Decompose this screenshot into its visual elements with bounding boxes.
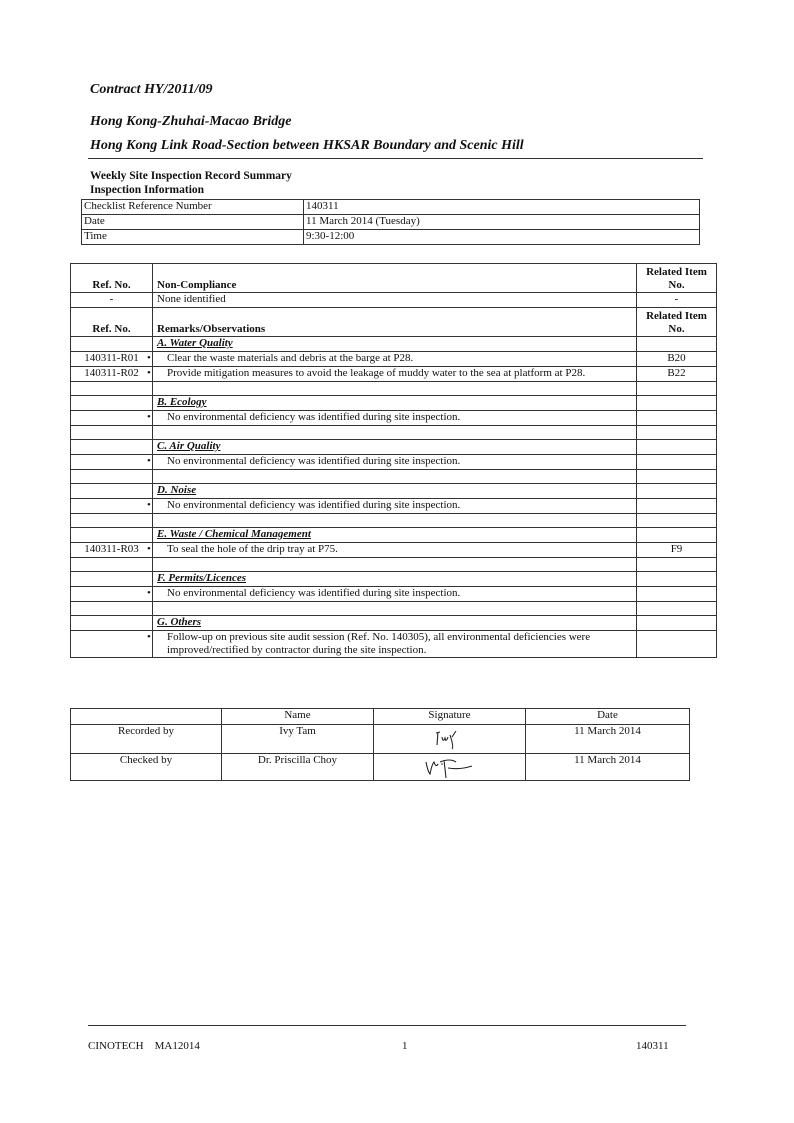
section-heading: E. Waste / Chemical Management [157,528,311,540]
section-row [71,396,717,411]
blank-row [71,514,717,528]
signature-image [374,754,526,781]
section-row [71,572,717,587]
project-title: Hong Kong-Zhuhai-Macao Bridge [90,114,292,129]
header-related-item: Related Item No. [637,308,717,337]
info-value: 11 March 2014 (Tuesday) [304,215,700,230]
table-row [71,587,717,602]
remark-text: • No environmental deficiency was identified during site inspection. [157,411,632,424]
table-row [71,367,717,382]
section-row [71,528,717,543]
remark-ref: 140311-R01 [71,352,153,367]
blank-row [71,382,717,396]
info-title: Inspection Information [90,184,205,196]
table-row [82,215,700,230]
nc-text: None identified [153,293,637,308]
remark-ref: 140311-R02 [71,367,153,382]
signoff-role: Recorded by [71,725,222,754]
remark-text: • Follow-up on previous site audit session (Ref. No. 140305), all environmental deficiencies were improved/rectified by contractor during the site inspection. [157,631,632,657]
section-heading: B. Ecology [157,396,207,408]
handwritten-signature-icon [430,725,470,751]
table-header-row [71,308,717,337]
header-signature: Signature [374,709,526,725]
section-row [71,337,717,352]
nc-related: - [637,293,717,308]
section-row [71,484,717,499]
table-row [82,230,700,245]
signoff-role: Checked by [71,754,222,781]
table-row [71,631,717,658]
table-header-row [71,264,717,293]
blank-row [71,426,717,440]
table-row [71,411,717,426]
header-name: Name [222,709,374,725]
table-row [82,200,700,215]
signoff-date: 11 March 2014 [526,725,690,754]
header-date: Date [526,709,690,725]
remark-text: • No environmental deficiency was identified during site inspection. [157,499,632,512]
table-header-row [71,709,690,725]
summary-title: Weekly Site Inspection Record Summary [90,170,292,182]
section-heading: D. Noise [157,484,197,496]
remark-related: B22 [637,367,717,382]
header-ref-no: Ref. No. [71,308,153,337]
signoff-date: 11 March 2014 [526,754,690,781]
section-heading: C. Air Quality [157,440,221,452]
info-value: 140311 [304,200,700,215]
handwritten-signature-icon [420,754,480,780]
table-row [71,725,690,754]
blank-row [71,470,717,484]
remark-text: • To seal the hole of the drip tray at P75. [157,543,632,556]
header-remarks: Remarks/Observations [153,308,637,337]
blank-row [71,558,717,572]
header-rule [88,158,703,159]
table-row [71,754,690,781]
section-heading: F. Permits/Licences [157,572,247,584]
remark-text: • Clear the waste materials and debris at the barge at P28. [157,352,632,365]
info-label: Checklist Reference Number [82,200,304,215]
signoff-name: Dr. Priscilla Choy [222,754,374,781]
signature-image [374,725,526,754]
remark-text: • No environmental deficiency was identified during site inspection. [157,455,632,468]
table-row [71,543,717,558]
contract-number: Contract HY/2011/09 [90,82,213,97]
footer-rule [88,1025,686,1026]
signoff-table [70,708,690,781]
footer-reference: 140311 [636,1040,669,1052]
table-row [71,499,717,514]
section-heading: G. Others [157,616,202,628]
section-row [71,616,717,631]
table-row [71,455,717,470]
signoff-name: Ivy Tam [222,725,374,754]
remark-ref: 140311-R03 [71,543,153,558]
info-label: Time [82,230,304,245]
header-related-item: Related Item No. [637,264,717,293]
remark-text: • Provide mitigation measures to avoid the leakage of muddy water to the sea at platform at P28. [157,367,632,380]
header-ref-no: Ref. No. [71,264,153,293]
footer-company: CINOTECH MA12014 [88,1040,200,1052]
table-row [71,352,717,367]
page-number: 1 [402,1040,408,1052]
inspection-info-table [81,199,700,245]
table-row [71,293,717,308]
nc-ref: - [71,293,153,308]
section-title: Hong Kong Link Road-Section between HKSAR Boundary and Scenic Hill [90,138,524,153]
section-heading: A. Water Quality [157,337,233,349]
info-label: Date [82,215,304,230]
inspection-record-table [70,263,717,658]
header-non-compliance: Non-Compliance [153,264,637,293]
info-value: 9:30-12:00 [304,230,700,245]
section-row [71,440,717,455]
remark-related: F9 [637,543,717,558]
remark-related: B20 [637,352,717,367]
remark-text: • No environmental deficiency was identified during site inspection. [157,587,632,600]
blank-row [71,602,717,616]
